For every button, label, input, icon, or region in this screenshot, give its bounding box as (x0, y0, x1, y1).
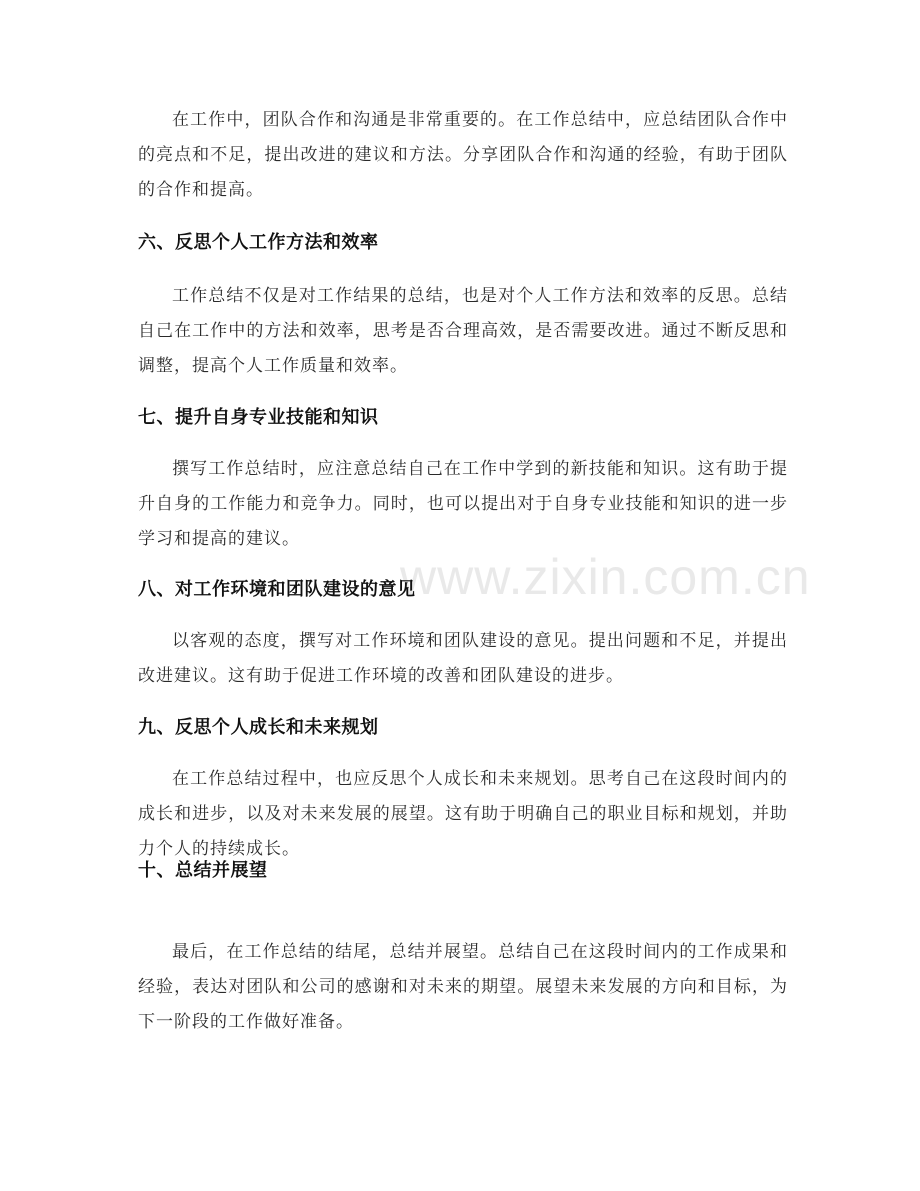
paragraph-section-8: 以客观的态度，撰写对工作环境和团队建设的意见。提出问题和不足，并提出改进建议。这有助于促进工作环境的改善和团队建设的进步。 (138, 631, 788, 686)
section-heading-7: 七、提升自身专业技能和知识 (138, 407, 379, 428)
paragraph-teamwork: 在工作中，团队合作和沟通是非常重要的。在工作总结中，应总结团队合作中的亮点和不足，提出改进的建议和方法。分享团队合作和沟通的经验，有助于团队的合作和提高。 (138, 110, 788, 200)
watermark-text: www.zixin.com.cn (400, 549, 811, 605)
paragraph-section-10: 最后，在工作总结的结尾，总结并展望。总结自己在这段时间内的工作成果和经验，表达对团队和公司的感谢和对未来的期望。展望未来发展的方向和目标，为下一阶段的工作做好准备。 (138, 942, 788, 1032)
paragraph-section-6: 工作总结不仅是对工作结果的总结，也是对个人工作方法和效率的反思。总结自己在工作中的方法和效率，思考是否合理高效，是否需要改进。通过不断反思和调整，提高个人工作质量和效率。 (138, 286, 788, 376)
paragraph-section-7: 撰写工作总结时，应注意总结自己在工作中学到的新技能和知识。这有助于提升自身的工作能力和竞争力。同时，也可以提出对于自身专业技能和知识的进一步学习和提高的建议。 (138, 459, 788, 549)
section-heading-9: 九、反思个人成长和未来规划 (138, 717, 379, 738)
section-heading-6: 六、反思个人工作方法和效率 (138, 232, 379, 253)
section-heading-8: 八、对工作环境和团队建设的意见 (138, 579, 416, 600)
paragraph-section-9: 在工作总结过程中，也应反思个人成长和未来规划。思考自己在这段时间内的成长和进步，以及对未来发展的展望。这有助于明确自己的职业目标和规划，并助力个人的持续成长。 (138, 769, 788, 859)
section-heading-10: 十、总结并展望 (138, 860, 268, 881)
